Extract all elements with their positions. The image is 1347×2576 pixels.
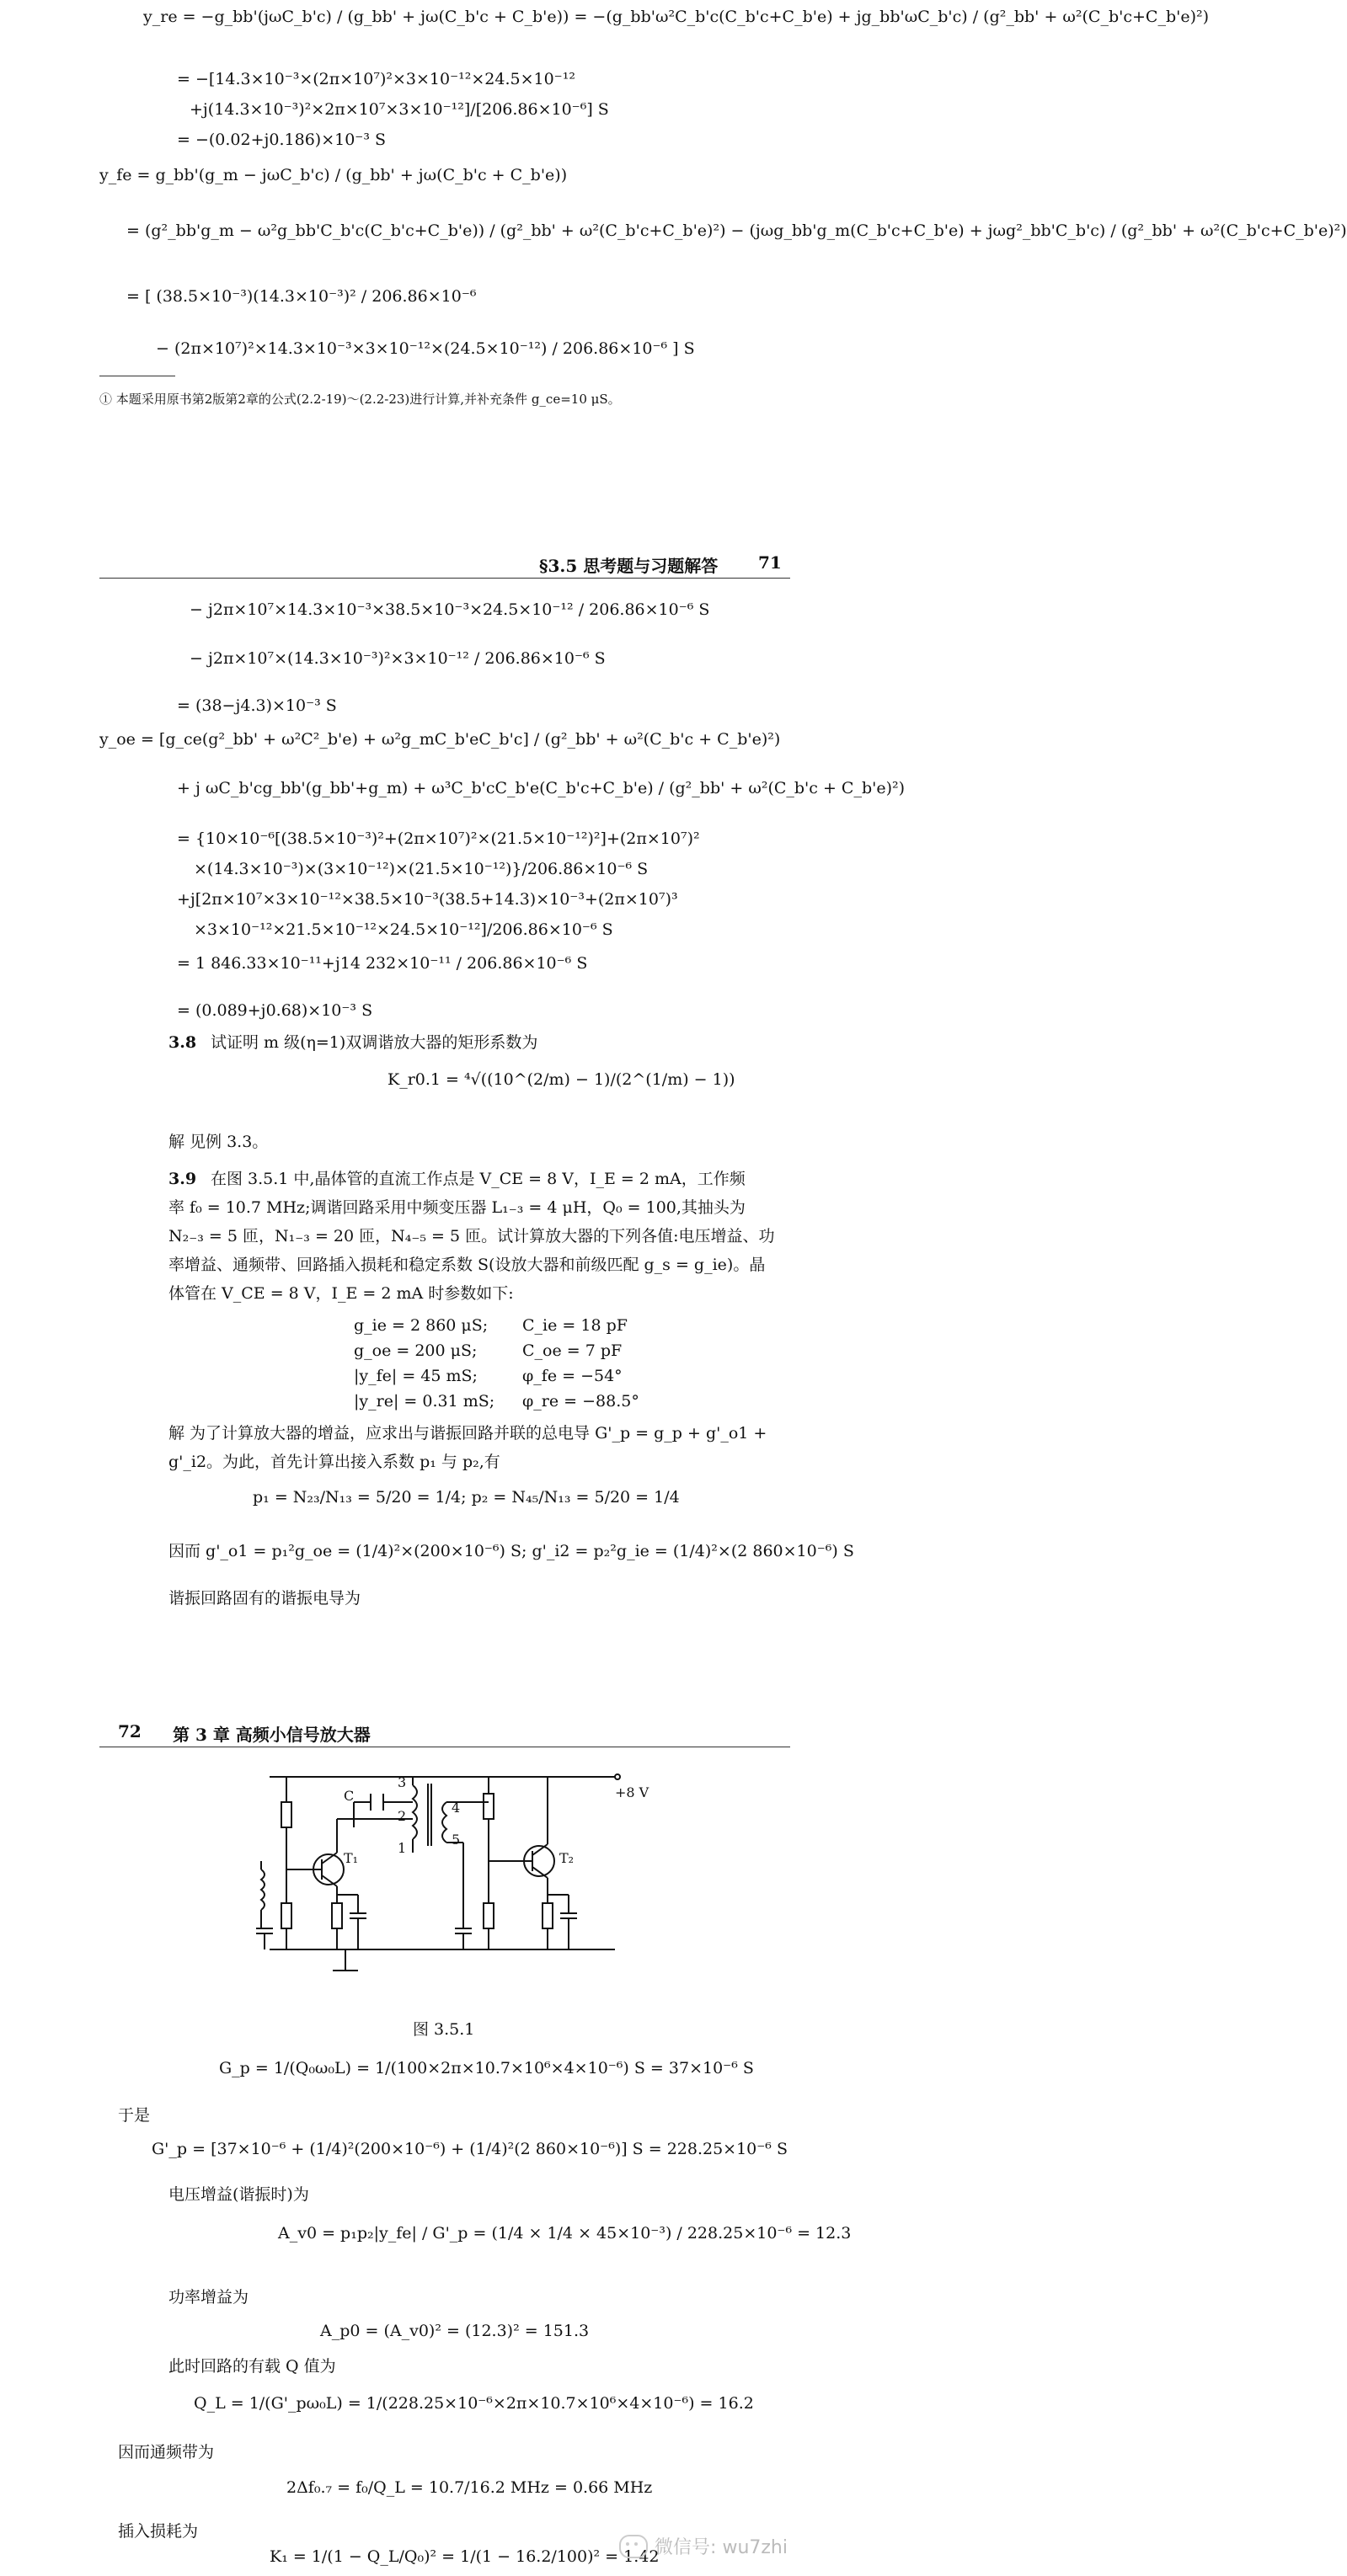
vcc-label: +8 V [615,1784,649,1800]
eq-voltage-gain: A_v0 = p₁p₂|y_fe| / G'_p = (1/4 × 1/4 × 45×10⁻³) / 228.25×10⁻⁶ = 12.3 [278,2224,852,2243]
vcc-terminal [615,1774,620,1779]
problem-3-8-answer: 解 见例 3.3。 [168,1133,269,1151]
param-gie: g_ie = 2 860 μS; [354,1316,489,1335]
figure-caption: 图 3.5.1 [413,2020,475,2039]
text-voltage-gain: 电压增益(谐振时)为 [168,2185,309,2204]
problem-3-8-formula: K_r0.1 = ⁴√((10^(2/m) − 1)/(2^(1/m) − 1)) [388,1070,735,1089]
bias-resistor-r1 [281,1802,291,1827]
watermark-text: 微信号: wu7zhi [655,2537,788,2558]
watermark [619,2533,788,2559]
tap-1-label: 1 [398,1840,407,1856]
problem-3-8-text: 试证明 m 级(η=1)双调谐放大器的矩形系数为 [211,1033,538,1052]
problem-number-3-8: 3.8 [168,1033,197,1052]
page-2 [0,539,906,1684]
bias-resistor-r3 [484,1794,494,1819]
eq-yre-definition: y_re = −g_bb'(jωC_b'c) / (g_bb' + jω(C_b'c + C_b'e)) = −(g_bb'ω²C_b'c(C_b'c+C_b'e) + jg_bb'ωC_b'c) / (g²_bb' + ω²(C_b'c+C_b'e)²) [143,8,1210,26]
resonant-conductance-intro: 谐振回路固有的谐振电导为 [168,1589,361,1608]
eq-yoe-num-3: +j[2π×10⁷×3×10⁻¹²×38.5×10⁻³(38.5+14.3)×10⁻³+(2π×10⁷)³ [177,890,678,909]
eq-yoe-num-2: ×(14.3×10⁻³)×(3×10⁻¹²)×(21.5×10⁻¹²)}/206.86×10⁻⁶ S [194,860,649,878]
emitter-resistor-2 [543,1903,553,1928]
footnote: ① 本题采用原书第2版第2章的公式(2.2-19)～(2.2-23)进行计算,并补充条件 g_ce=10 μS。 [99,392,621,407]
eq-yfe-cont-2: − j2π×10⁷×(14.3×10⁻³)²×3×10⁻¹² / 206.86×10⁻⁶ S [190,649,606,668]
wechat-icon [619,2535,648,2558]
running-header-chapter: 第 3 章 高频小信号放大器 [173,1725,371,1745]
text-yushi: 于是 [118,2106,151,2125]
page-1 [0,0,1347,539]
emitter-resistor-1 [332,1903,342,1928]
eq-loaded-q: Q_L = 1/(G'_pω₀L) = 1/(228.25×10⁻⁶×2π×10.7×10⁶×4×10⁻⁶) = 16.2 [194,2394,754,2413]
eq-gp: G_p = 1/(Q₀ω₀L) = 1/(100×2π×10.7×10⁶×4×10⁻⁶) S = 37×10⁻⁶ S [219,2059,754,2077]
eq-yfe-numeric-1: = [ (38.5×10⁻³)(14.3×10⁻³)² / 206.86×10⁻⁶ [126,287,477,306]
capacitor-label: C [344,1788,355,1804]
eq-yfe-definition: y_fe = g_bb'(g_m − jωC_b'c) / (g_bb' + jω(C_b'c + C_b'e)) [99,166,568,184]
primary-winding [413,1785,417,1839]
page-number: 72 [118,1721,142,1741]
tap-5-label: 5 [452,1832,461,1848]
text-insertion-loss: 插入损耗为 [118,2522,199,2541]
eq-yoe-result: = (0.089+j0.68)×10⁻³ S [177,1001,373,1020]
eq-yoe-imag: + j ωC_b'cg_bb'(g_bb'+g_m) + ω³C_b'cC_b'e(C_b'c+C_b'e) / (g²_bb' + ω²(C_b'c + C_b'e)²) [177,779,906,797]
solution-3-9-line-2: g'_i2。为此，首先计算出接入系数 p₁ 与 p₂,有 [168,1453,500,1471]
problem-3-9-line-4: 率增益、通频带、回路插入损耗和稳定系数 S(设放大器和前级匹配 g_s = g_ie)。晶 [168,1256,766,1274]
eq-yfe-numeric-2: − (2π×10⁷)²×14.3×10⁻³×3×10⁻¹²×(24.5×10⁻¹²) / 206.86×10⁻⁶ ] S [156,339,695,358]
tap-3-label: 3 [398,1774,407,1790]
eq-yre-step1: = −[14.3×10⁻³×(2π×10⁷)²×3×10⁻¹²×24.5×10⁻¹² [177,70,575,88]
problem-3-9-line-3: N₂₋₃ = 5 匝，N₁₋₃ = 20 匝，N₄₋₅ = 5 匝。试计算放大器的下列各值:电压增益、功 [168,1227,775,1245]
param-goe: g_oe = 200 μS; [354,1341,478,1360]
bias-resistor-r2 [281,1903,291,1928]
t2-label: T₂ [559,1850,575,1866]
page-3 [0,1684,852,2576]
eq-yoe-definition: y_oe = [g_ce(g²_bb' + ω²C²_b'e) + ω²g_mC_b'eC_b'c] / (g²_bb' + ω²(C_b'c + C_b'e)²) [99,730,781,749]
param-phife: φ_fe = −54° [522,1367,623,1385]
eq-yfe-result: = (38−j4.3)×10⁻³ S [177,696,337,715]
tap-2-label: 2 [398,1808,407,1824]
text-loaded-q: 此时回路的有载 Q 值为 [168,2357,336,2376]
problem-3-9-line-2: 率 f₀ = 10.7 MHz;调谐回路采用中频变压器 L₁₋₃ = 4 μH，Q₀ = 100,其抽头为 [168,1198,746,1217]
param-yfe: |y_fe| = 45 mS; [354,1367,478,1385]
problem-3-9-line-1: 在图 3.5.1 中,晶体管的直流工作点是 V_CE = 8 V，I_E = 2 mA，工作频 [211,1170,746,1188]
header-rule [99,578,790,579]
param-coe: C_oe = 7 pF [522,1341,623,1360]
tap-ratio-formula: p₁ = N₂₃/N₁₃ = 5/20 = 1/4; p₂ = N₄₅/N₁₃ = 5/20 = 1/4 [253,1488,680,1507]
eq-yre-step2: +j(14.3×10⁻³)²×2π×10⁷×3×10⁻¹²]/[206.86×10⁻⁶] S [190,100,609,119]
text-power-gain: 功率增益为 [168,2288,249,2307]
eq-yoe-num-4: ×3×10⁻¹²×21.5×10⁻¹²×24.5×10⁻¹²]/206.86×10⁻⁶ S [194,920,613,939]
secondary-winding [442,1802,446,1843]
t1-label: T₁ [344,1850,359,1866]
eq-bandwidth: 2Δf₀.₇ = f₀/Q_L = 10.7/16.2 MHz = 0.66 MHz [286,2478,653,2497]
running-header-section: §3.5 思考题与习题解答 [539,556,719,576]
eq-yre-result: = −(0.02+j0.186)×10⁻³ S [177,131,387,149]
eq-yoe-num-5: = 1 846.33×10⁻¹¹+j14 232×10⁻¹¹ / 206.86×10⁻⁶ S [177,954,588,973]
eq-yfe-cont-1: − j2π×10⁷×14.3×10⁻³×38.5×10⁻³×24.5×10⁻¹² / 206.86×10⁻⁶ S [190,600,710,619]
circuit-diagram [244,1768,665,1996]
converted-conductance-formula: 因而 g'_o1 = p₁²g_oe = (1/4)²×(200×10⁻⁶) S; g'_i2 = p₂²g_ie = (1/4)²×(2 860×10⁻⁶) S [168,1542,854,1560]
eq-power-gain: A_p0 = (A_v0)² = (12.3)² = 151.3 [320,2322,590,2340]
eq-gp-prime: G'_p = [37×10⁻⁶ + (1/4)²(200×10⁻⁶) + (1/4)²(2 860×10⁻⁶)] S = 228.25×10⁻⁶ S [152,2140,788,2158]
param-phire: φ_re = −88.5° [522,1392,639,1411]
tap-4-label: 4 [452,1800,461,1816]
bias-resistor-r4 [484,1903,494,1928]
param-cie: C_ie = 18 pF [522,1316,628,1335]
text-bandwidth: 因而通频带为 [118,2443,215,2461]
param-yre: |y_re| = 0.31 mS; [354,1392,495,1411]
eq-yfe-expand: = (g²_bb'g_m − ω²g_bb'C_b'c(C_b'c+C_b'e)) / (g²_bb' + ω²(C_b'c+C_b'e)²) − (jωg_bb'g_m(C_b'c+C_b'e) + jωg²_bb'C_b'c) / (g²_bb' + ω²(C_b'c+C_b'e)²) [126,221,1347,240]
input-coil [261,1869,265,1910]
eq-insertion-loss: K₁ = 1/(1 − Q_L/Q₀)² = 1/(1 − 16.2/100)² = 1.42 [270,2547,660,2566]
problem-number-3-9: 3.9 [168,1170,197,1188]
page-number: 71 [758,552,782,573]
solution-3-9-line-1: 解 为了计算放大器的增益，应求出与谐振回路并联的总电导 G'_p = g_p + g'_o1 + [168,1424,767,1443]
eq-yoe-num-1: = {10×10⁻⁶[(38.5×10⁻³)²+(2π×10⁷)²×(21.5×10⁻¹²)²]+(2π×10⁷)² [177,829,700,848]
problem-3-9-line-5: 体管在 V_CE = 8 V，I_E = 2 mA 时参数如下: [168,1284,514,1303]
